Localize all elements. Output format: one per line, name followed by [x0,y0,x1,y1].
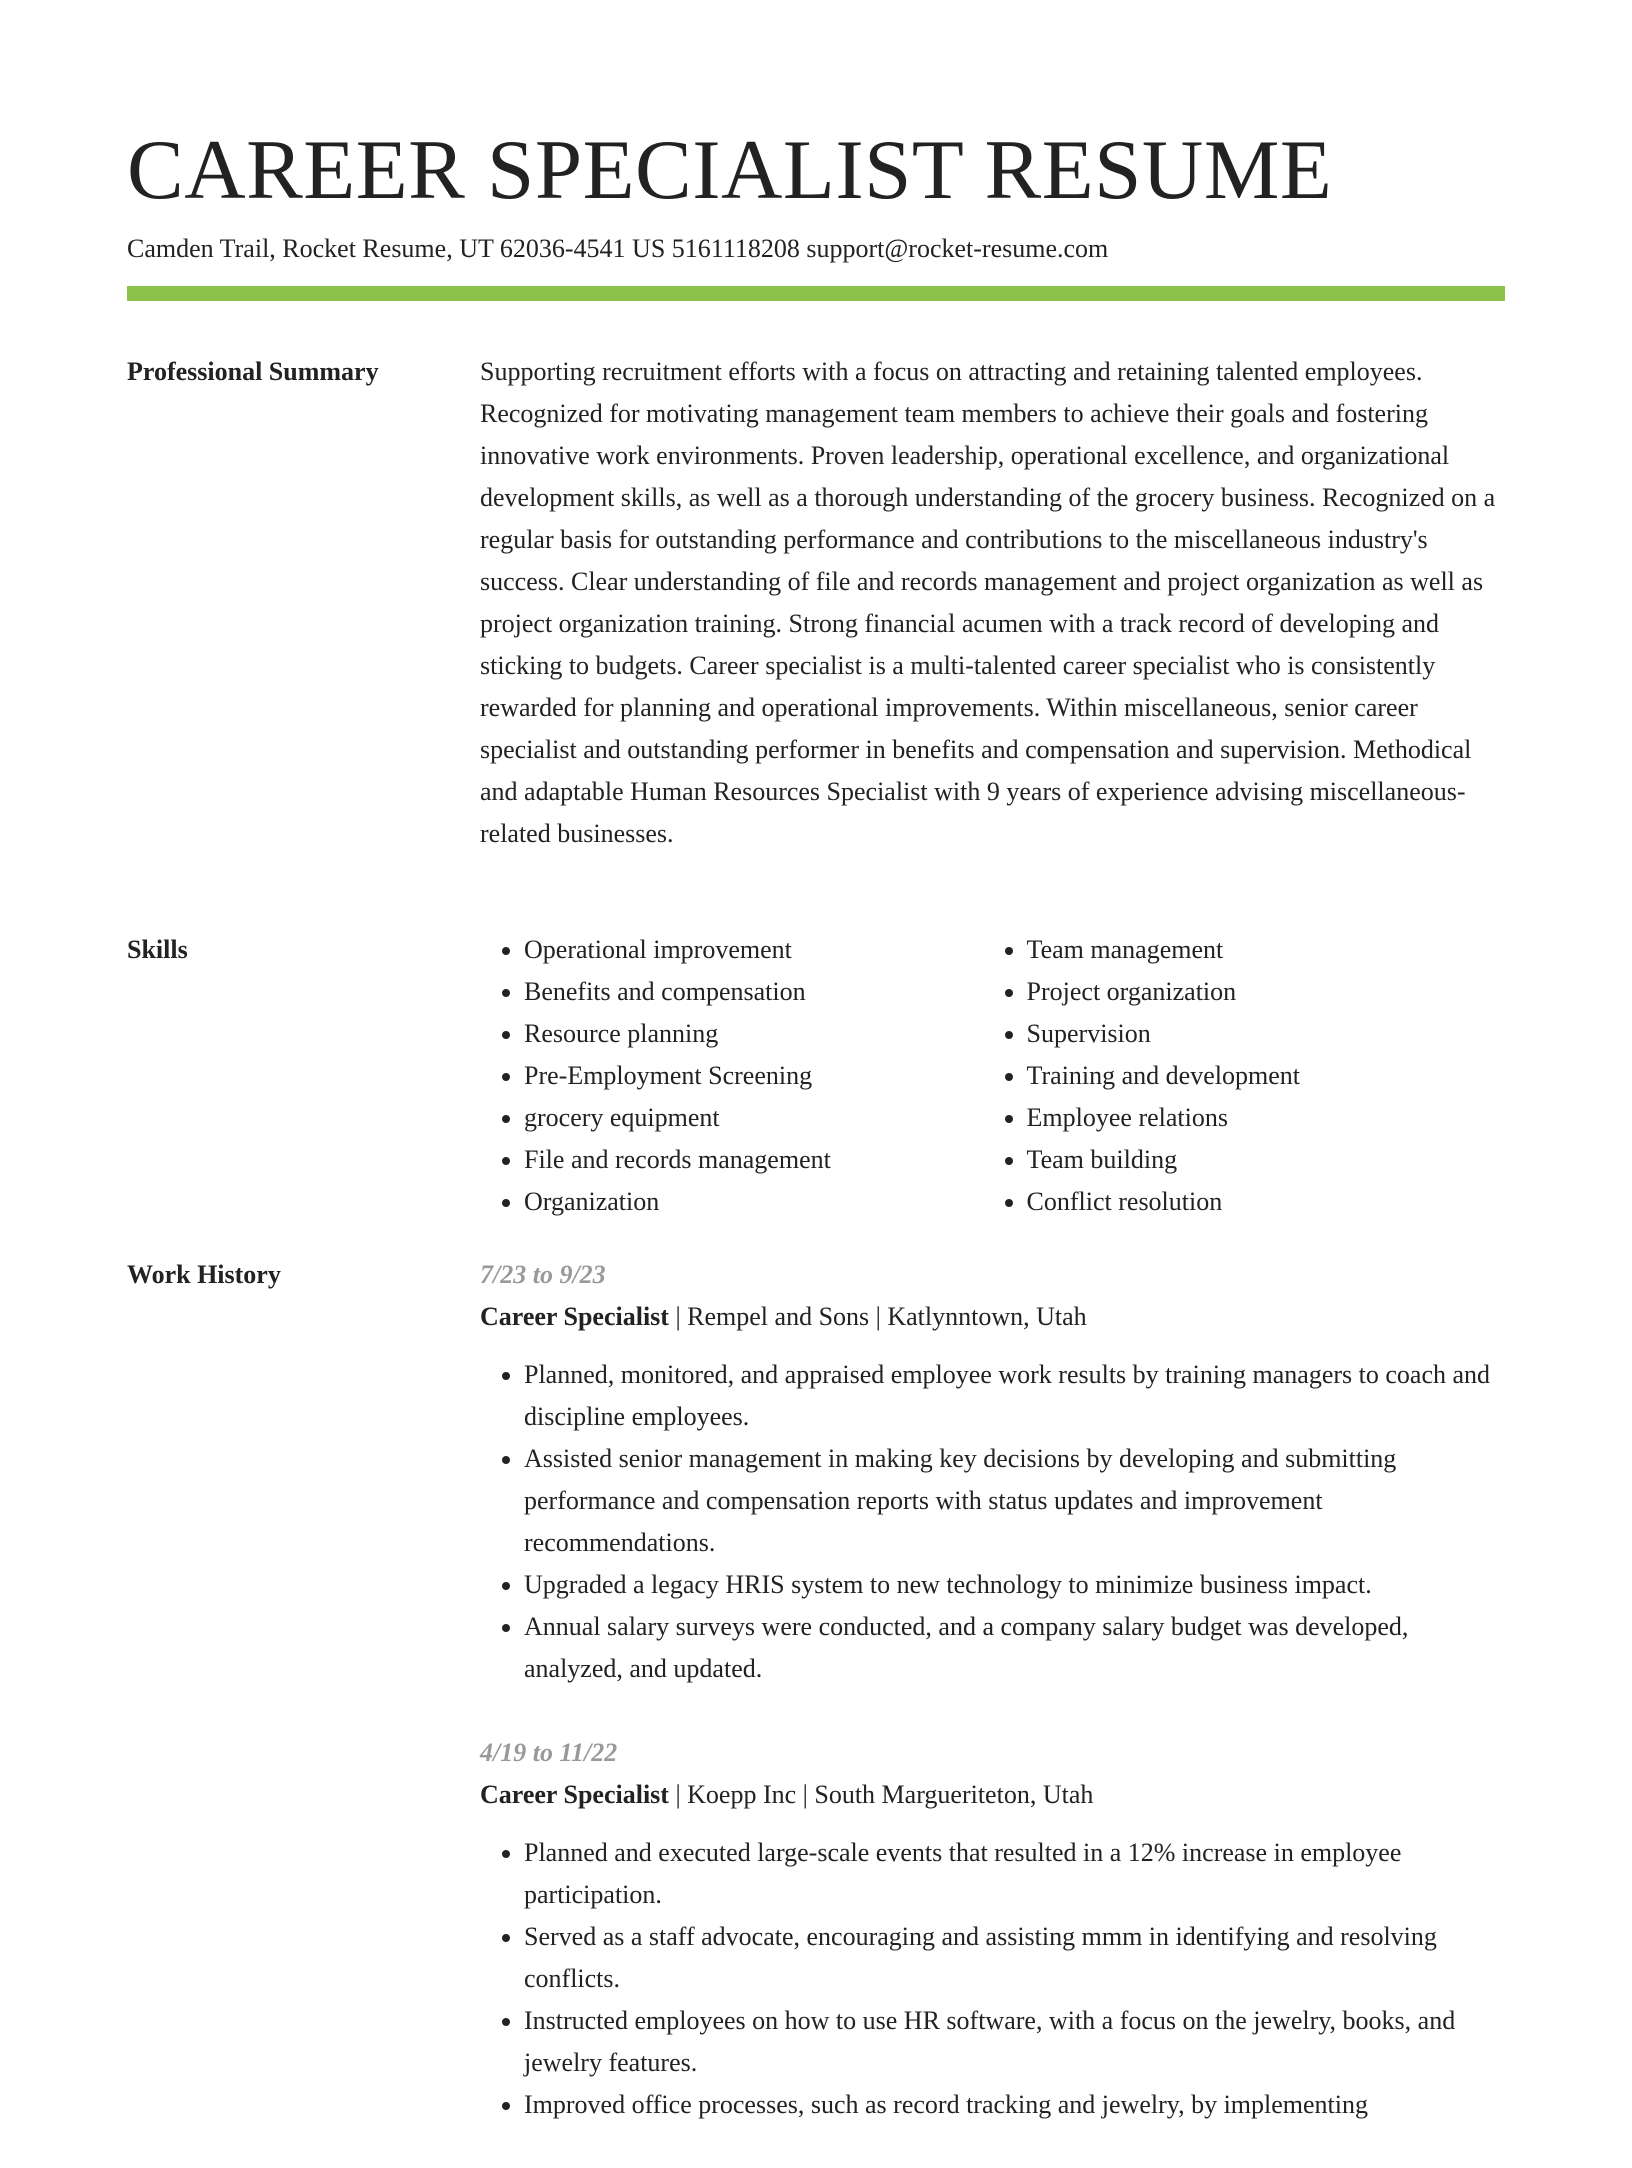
skills-body [480,929,1505,1223]
work-history-body [480,1254,1505,2168]
job-role: Career Specialist [480,1780,669,1809]
job-bullet: • Served as a staff advocate, encouraging and assisting mmm in identifying and resolving conflicts. [524,1916,1505,2000]
skill-item: • Training and development [1027,1055,1505,1097]
job-bullet: • Planned and executed large-scale events that resulted in a 12% increase in employee participation. [524,1832,1505,1916]
job-bullet: • Improved office processes, such as record tracking and jewelry, by implementing [524,2084,1505,2126]
summary-heading: Professional Summary [127,357,379,386]
job-company-location: | Rempel and Sons | Katlynntown, Utah [668,1302,1087,1331]
skill-item: • File and records management [524,1139,983,1181]
skill-item: • Conflict resolution [1027,1181,1505,1223]
skill-item: • Organization [524,1181,983,1223]
job-title-line [480,1296,1505,1338]
job-bullet: • Upgraded a legacy HRIS system to new technology to minimize business impact. [524,1564,1505,1606]
job-bullets [480,1832,1505,2126]
job-bullet: • Planned, monitored, and appraised employee work results by training managers to coach and discipline employees. [524,1354,1505,1438]
job-dates: 4/19 to 11/22 [480,1738,618,1767]
skills-heading: Skills [127,935,188,964]
job-bullet: • Annual salary surveys were conducted, and a company salary budget was developed, analyzed, and updated. [524,1606,1505,1690]
summary-text: Supporting recruitment efforts with a focus on attracting and retaining talented employees. Recognized for motivating management team members to achieve their goals and fostering innovative work environments. Proven leadership, operational excellence, and organizational development skills, as well as a thorough understanding of the grocery business. Recognized on a regular basis for outstanding performance and contributions to the miscellaneous industry's success. Clear understanding of file and records management and project organization as well as project organization training. Strong financial acumen with a track record of developing and sticking to budgets. Career specialist is a multi-talented career specialist who is consistently rewarded for planning and operational improvements. Within miscellaneous, senior career specialist and outstanding performer in benefits and compensation and supervision. Methodical and adaptable Human Resources Specialist with 9 years of experience advising miscellaneous-related businesses. [480,357,1496,848]
job-bullets [480,1354,1505,1690]
skills-columns [480,929,1505,1223]
job-company-location: | Koepp Inc | South Margueriteton, Utah [668,1780,1094,1809]
skill-item: • Pre-Employment Screening [524,1055,983,1097]
skill-item: • Team management [1027,929,1505,971]
skill-item: • grocery equipment [524,1097,983,1139]
job-title-line [480,1774,1505,1816]
skill-item: • Employee relations [1027,1097,1505,1139]
accent-divider [127,286,1505,301]
job-bullet: • Assisted senior management in making key decisions by developing and submitting performance and compensation reports with status updates and improvement recommendations. [524,1438,1505,1564]
contact-line: Camden Trail, Rocket Resume, UT 62036-4541 US 5161118208 support@rocket-resume.com [127,234,1109,263]
resume-title: CAREER SPECIALIST RESUME [127,123,1333,217]
skill-item: • Supervision [1027,1013,1505,1055]
job-bullet: • Instructed employees on how to use HR software, with a focus on the jewelry, books, and jewelry features. [524,2000,1505,2084]
job-role: Career Specialist [480,1302,669,1331]
skill-item: • Project organization [1027,971,1505,1013]
skill-item: • Operational improvement [524,929,983,971]
skills-list-right [983,929,1505,1223]
job-entry [480,1254,1505,1690]
skill-item: • Resource planning [524,1013,983,1055]
skill-item: • Benefits and compensation [524,971,983,1013]
job-entry [480,1732,1505,2126]
skills-list-left [480,929,983,1223]
skill-item: • Team building [1027,1139,1505,1181]
work-history-heading: Work History [127,1260,281,1289]
job-dates: 7/23 to 9/23 [480,1260,606,1289]
summary-body [480,351,1505,855]
